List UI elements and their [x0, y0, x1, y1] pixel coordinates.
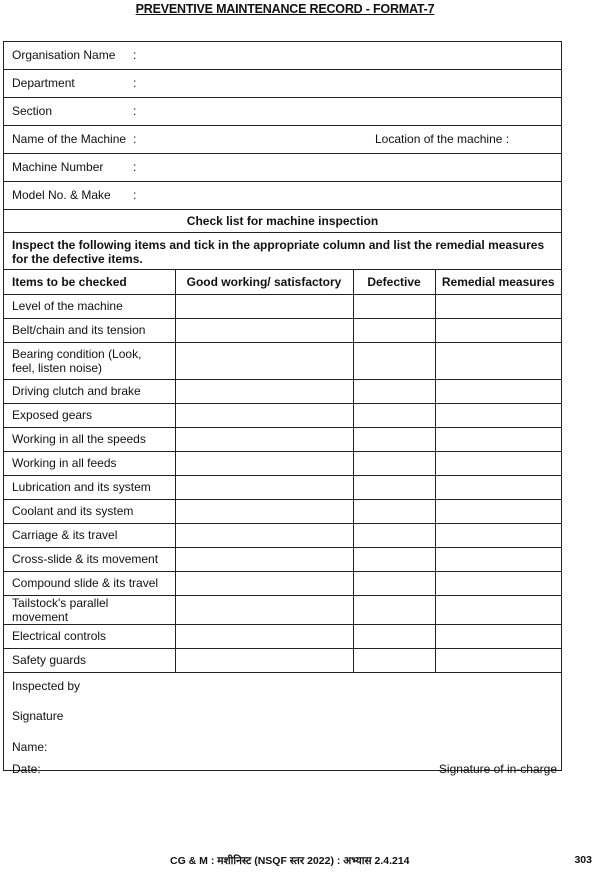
remedial-cell[interactable]: [435, 427, 561, 451]
remedial-cell[interactable]: [435, 648, 561, 672]
good-cell[interactable]: [175, 451, 353, 475]
footer-course-text: CG & M : मशीनिस्ट (NSQF स्तर 2022) : अभ्यास 2.4.214: [170, 855, 410, 867]
defective-cell[interactable]: [353, 403, 435, 427]
colon: :: [133, 132, 137, 146]
table-row: [4, 499, 561, 523]
table-row: [4, 523, 561, 547]
item-cell: Exposed gears: [4, 403, 175, 427]
organisation-row: [4, 42, 561, 70]
item-cell: Tailstock's parallel movement: [4, 595, 175, 624]
table-header-row: [4, 270, 561, 294]
item-cell: Compound slide & its travel: [4, 571, 175, 595]
table-row: [4, 595, 561, 624]
remedial-cell[interactable]: [435, 499, 561, 523]
header-items: Items to be checked: [4, 270, 175, 294]
inspection-table: [4, 270, 561, 673]
good-cell[interactable]: [175, 547, 353, 571]
header-defective: Defective: [353, 270, 435, 294]
good-cell[interactable]: [175, 523, 353, 547]
item-cell: Belt/chain and its tension: [4, 318, 175, 342]
machine-name-row: [4, 126, 561, 154]
item-cell: Electrical controls: [4, 624, 175, 648]
item-cell: Working in all the speeds: [4, 427, 175, 451]
defective-cell[interactable]: [353, 595, 435, 624]
table-row: [4, 571, 561, 595]
good-cell[interactable]: [175, 427, 353, 451]
machine-number-label: Machine Number: [12, 160, 104, 174]
good-cell[interactable]: [175, 475, 353, 499]
defective-cell[interactable]: [353, 523, 435, 547]
defective-cell[interactable]: [353, 648, 435, 672]
defective-cell[interactable]: [353, 571, 435, 595]
remedial-cell[interactable]: [435, 318, 561, 342]
remedial-cell[interactable]: [435, 595, 561, 624]
colon: :: [133, 76, 137, 90]
table-row: [4, 547, 561, 571]
colon: :: [133, 160, 137, 174]
table-row: [4, 318, 561, 342]
section-label: Section: [12, 104, 53, 118]
inspected-by-label: Inspected by: [12, 678, 81, 693]
table-row: [4, 451, 561, 475]
table-row: [4, 294, 561, 318]
section-row: [4, 98, 561, 126]
item-cell: Driving clutch and brake: [4, 379, 175, 403]
defective-cell[interactable]: [353, 427, 435, 451]
good-cell[interactable]: [175, 648, 353, 672]
colon: :: [133, 188, 137, 202]
table-row: [4, 624, 561, 648]
good-cell[interactable]: [175, 318, 353, 342]
department-row: [4, 70, 561, 98]
table-row: [4, 475, 561, 499]
header-remedial: Remedial measures: [435, 270, 561, 294]
maintenance-form: [3, 41, 562, 776]
model-make-label: Model No. & Make: [12, 188, 111, 202]
remedial-cell[interactable]: [435, 403, 561, 427]
defective-cell[interactable]: [353, 624, 435, 648]
page-title: PREVENTIVE MAINTENANCE RECORD - FORMAT-7: [135, 2, 435, 16]
machine-location-label: Location of the machine :: [375, 132, 510, 146]
item-cell: Cross-slide & its movement: [4, 547, 175, 571]
inspection-footer: [4, 673, 561, 788]
item-cell: Safety guards: [4, 648, 175, 672]
checklist-title: Check list for machine inspection: [4, 210, 561, 233]
remedial-cell[interactable]: [435, 523, 561, 547]
good-cell[interactable]: [175, 571, 353, 595]
remedial-cell[interactable]: [435, 547, 561, 571]
page-footer: [0, 854, 600, 870]
organisation-label: Organisation Name: [12, 48, 116, 62]
good-cell[interactable]: [175, 624, 353, 648]
remedial-cell[interactable]: [435, 475, 561, 499]
machine-name-label: Name of the Machine: [12, 132, 127, 146]
colon: :: [133, 104, 137, 118]
header-good-working: Good working/ satisfactory: [175, 270, 353, 294]
item-cell: Coolant and its system: [4, 499, 175, 523]
good-cell[interactable]: [175, 595, 353, 624]
defective-cell[interactable]: [353, 294, 435, 318]
remedial-cell[interactable]: [435, 451, 561, 475]
remedial-cell[interactable]: [435, 294, 561, 318]
defective-cell[interactable]: [353, 451, 435, 475]
table-row: [4, 403, 561, 427]
remedial-cell[interactable]: [435, 624, 561, 648]
table-row: [4, 648, 561, 672]
defective-cell[interactable]: [353, 318, 435, 342]
department-label: Department: [12, 76, 75, 90]
defective-cell[interactable]: [353, 379, 435, 403]
defective-cell[interactable]: [353, 499, 435, 523]
table-row: [4, 379, 561, 403]
good-cell[interactable]: [175, 379, 353, 403]
defective-cell[interactable]: [353, 475, 435, 499]
item-cell: Carriage & its travel: [4, 523, 175, 547]
defective-cell[interactable]: [353, 342, 435, 379]
signature-incharge-label: Signature of in-charge: [438, 761, 557, 776]
signature-label: Signature: [12, 708, 64, 723]
table-row: [4, 427, 561, 451]
item-cell: Lubrication and its system: [4, 475, 175, 499]
table-row: [4, 342, 561, 379]
item-cell: Bearing condition (Look, feel, listen noise): [4, 342, 175, 379]
model-make-row: [4, 182, 561, 210]
item-cell: Working in all feeds: [4, 451, 175, 475]
good-cell[interactable]: [175, 403, 353, 427]
remedial-cell[interactable]: [435, 379, 561, 403]
date-label: Date:: [12, 761, 41, 776]
name-label: Name:: [12, 739, 48, 754]
item-cell: Level of the machine: [4, 294, 175, 318]
machine-number-row: [4, 154, 561, 182]
defective-cell[interactable]: [353, 547, 435, 571]
page-number: 303: [574, 854, 592, 866]
instruction-text: Inspect the following items and tick in the appropriate column and list the remedial measures for the defective items.: [4, 233, 561, 270]
remedial-cell[interactable]: [435, 571, 561, 595]
good-cell[interactable]: [175, 499, 353, 523]
remedial-cell[interactable]: [435, 342, 561, 379]
good-cell[interactable]: [175, 342, 353, 379]
good-cell[interactable]: [175, 294, 353, 318]
colon: :: [133, 48, 137, 62]
